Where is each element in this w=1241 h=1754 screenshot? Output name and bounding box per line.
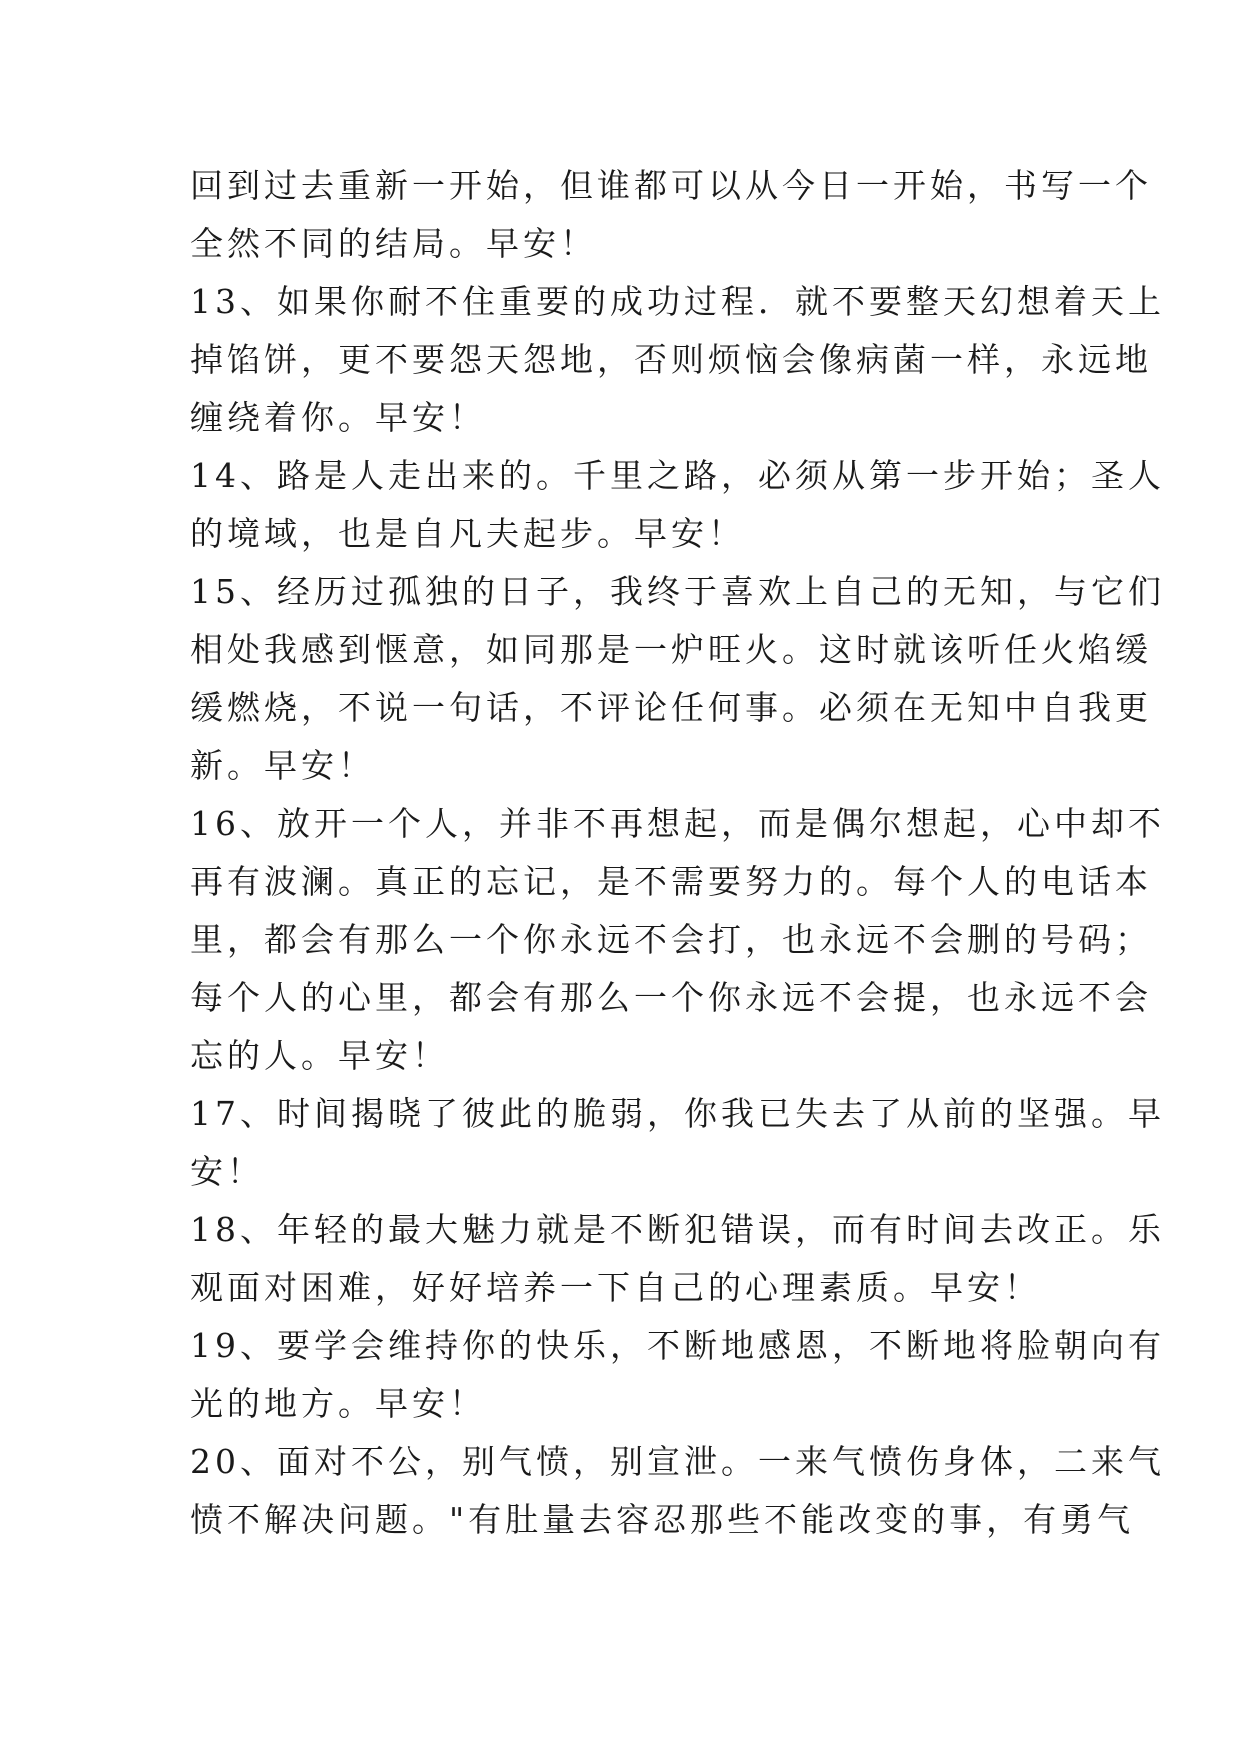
text-line: 的境域，也是自凡夫起步。早安！: [190, 514, 745, 553]
text-line: 18、年轻的最大魅力就是不断犯错误，而有时间去改正。乐: [190, 1210, 1165, 1249]
text-line: 再有波澜。真正的忘记，是不需要努力的。每个人的电话本: [190, 862, 1152, 901]
text-line: 回到过去重新一开始，但谁都可以从今日一开始，书写一个: [190, 166, 1152, 205]
text-line: 16、放开一个人，并非不再想起，而是偶尔想起，心中却不: [190, 804, 1165, 843]
document-body: [190, 157, 1165, 1549]
text-line: 掉馅饼，更不要怨天怨地，否则烦恼会像病菌一样，永远地: [190, 340, 1152, 379]
text-line: 全然不同的结局。早安！: [190, 224, 597, 263]
text-line: 20、面对不公，别气愤，别宣泄。一来气愤伤身体，二来气: [190, 1442, 1165, 1481]
text-line: 安！: [190, 1152, 264, 1191]
text-line: 光的地方。早安！: [190, 1384, 486, 1423]
text-line: 观面对困难，好好培养一下自己的心理素质。早安！: [190, 1268, 1041, 1307]
text-line: 里，都会有那么一个你永远不会打，也永远不会删的号码；: [190, 920, 1152, 959]
text-line: 14、路是人走出来的。千里之路，必须从第一步开始；圣人: [190, 456, 1165, 495]
text-line: 忘的人。早安！: [190, 1036, 449, 1075]
text-line: 15、经历过孤独的日子，我终于喜欢上自己的无知，与它们: [190, 572, 1165, 611]
text-line: 缠绕着你。早安！: [190, 398, 486, 437]
text-line: 愤不解决问题。"有肚量去容忍那些不能改变的事，有勇气: [190, 1500, 1135, 1539]
text-line: 19、要学会维持你的快乐，不断地感恩，不断地将脸朝向有: [190, 1326, 1165, 1365]
text-line: 新。早安！: [190, 746, 375, 785]
text-line: 每个人的心里，都会有那么一个你永远不会提，也永远不会: [190, 978, 1152, 1017]
text-line: 13、如果你耐不住重要的成功过程．就不要整天幻想着天上: [190, 282, 1165, 321]
text-line: 17、时间揭晓了彼此的脆弱，你我已失去了从前的坚强。早: [190, 1094, 1165, 1133]
text-line: 缓燃烧，不说一句话，不评论任何事。必须在无知中自我更: [190, 688, 1152, 727]
text-line: 相处我感到惬意，如同那是一炉旺火。这时就该听任火焰缓: [190, 630, 1152, 669]
